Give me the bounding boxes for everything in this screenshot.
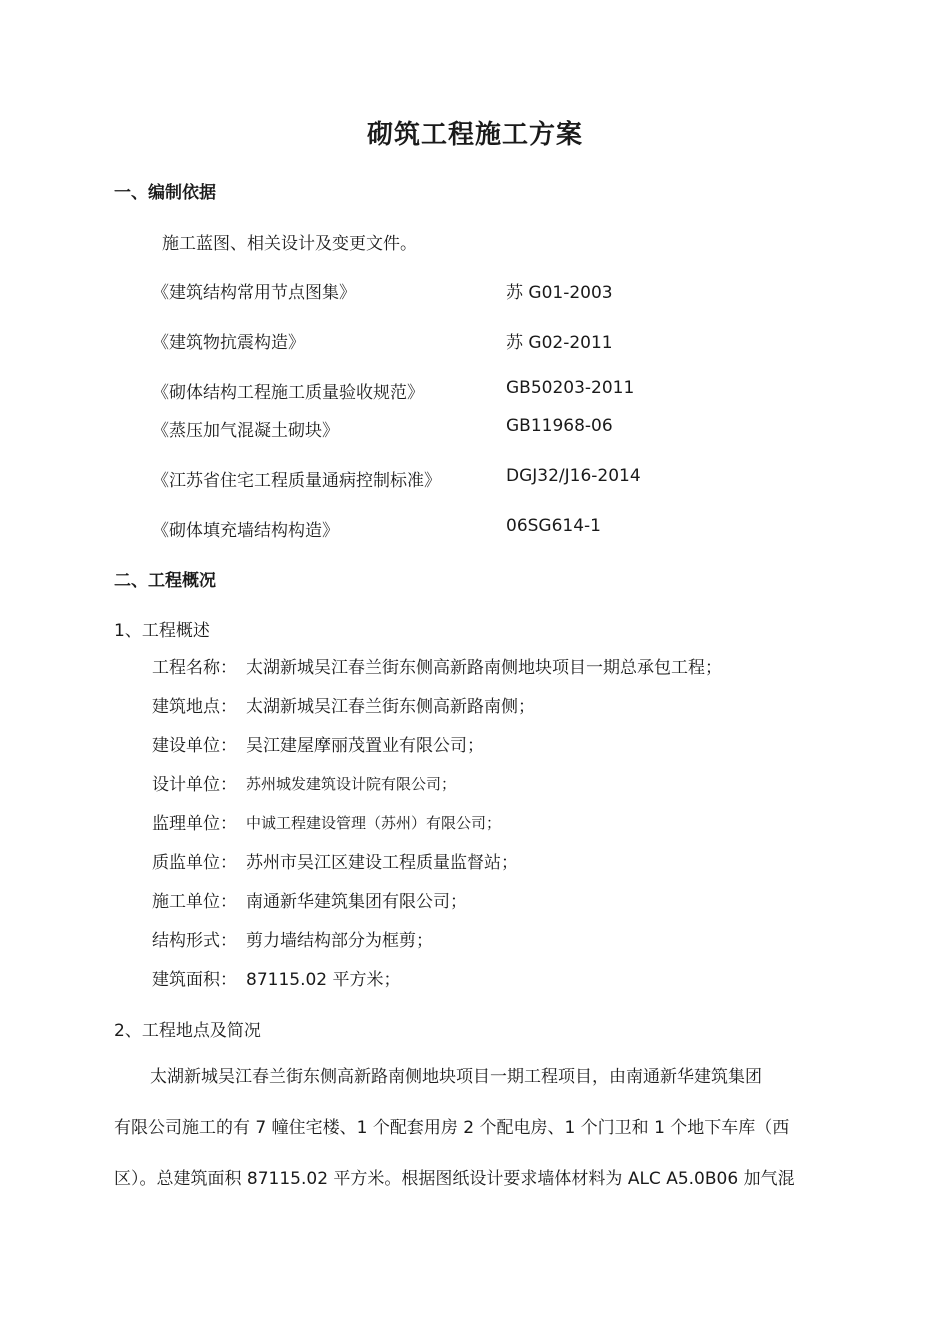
ref-name: 《建筑结构常用节点图集》 [152, 283, 356, 303]
info-label: 结构形式： [152, 931, 237, 951]
info-label: 建筑地点： [152, 697, 237, 717]
ref-name: 《江苏省住宅工程质量通病控制标准》 [152, 471, 441, 491]
info-value: 中诚工程建设管理（苏州）有限公司； [246, 814, 502, 832]
ref-code: 苏 G02-2011 [506, 333, 613, 353]
info-label: 施工单位： [152, 892, 237, 912]
info-label: 建筑面积： [152, 970, 237, 990]
section-heading-basis: 一、编制依据 [114, 183, 216, 203]
info-value: 苏州城发建筑设计院有限公司； [246, 775, 457, 793]
project-description [114, 1052, 834, 1205]
ref-code: DGJ32/J16-2014 [506, 466, 641, 486]
section-heading-overview: 二、工程概况 [114, 571, 216, 591]
subheading-location: 2、工程地点及简况 [114, 1021, 261, 1041]
ref-name: 《砌体结构工程施工质量验收规范》 [152, 383, 424, 403]
basis-intro: 施工蓝图、相关设计及变更文件。 [162, 234, 417, 254]
info-value: 南通新华建筑集团有限公司； [246, 892, 467, 912]
ref-name: 《砌体填充墙结构构造》 [152, 521, 339, 541]
info-label: 工程名称： [152, 658, 237, 678]
ref-name: 《建筑物抗震构造》 [152, 333, 305, 353]
info-value: 吴江建屋摩丽茂置业有限公司； [246, 736, 484, 756]
info-value: 苏州市吴江区建设工程质量监督站； [246, 853, 518, 873]
ref-code: 06SG614-1 [506, 516, 601, 536]
info-label: 监理单位： [152, 814, 237, 834]
ref-code: GB11968-06 [506, 416, 613, 436]
info-value: 太湖新城吴江春兰街东侧高新路南侧； [246, 697, 535, 717]
paragraph-line: 区）。总建筑面积 87115.02 平方米。根据图纸设计要求墙体材料为 ALC A5.0B06 加气混 [114, 1169, 795, 1189]
info-value: 87115.02 平方米； [246, 970, 401, 990]
paragraph-line: 有限公司施工的有 7 幢住宅楼、1 个配套用房 2 个配电房、1 个门卫和 1 个地下车库（西 [114, 1118, 790, 1138]
ref-code: GB50203-2011 [506, 378, 635, 398]
info-label: 质监单位： [152, 853, 237, 873]
subheading-overview: 1、工程概述 [114, 621, 210, 641]
info-label: 建设单位： [152, 736, 237, 756]
info-value: 剪力墙结构部分为框剪； [246, 931, 433, 951]
paragraph-line: 太湖新城吴江春兰街东侧高新路南侧地块项目一期工程项目，由南通新华建筑集团 [150, 1067, 762, 1087]
ref-code: 苏 G01-2003 [506, 283, 613, 303]
info-value: 太湖新城吴江春兰街东侧高新路南侧地块项目一期总承包工程； [246, 658, 722, 678]
info-label: 设计单位： [152, 775, 237, 795]
ref-name: 《蒸压加气混凝土砌块》 [152, 421, 339, 441]
page-title: 砌筑工程施工方案 [366, 120, 583, 150]
